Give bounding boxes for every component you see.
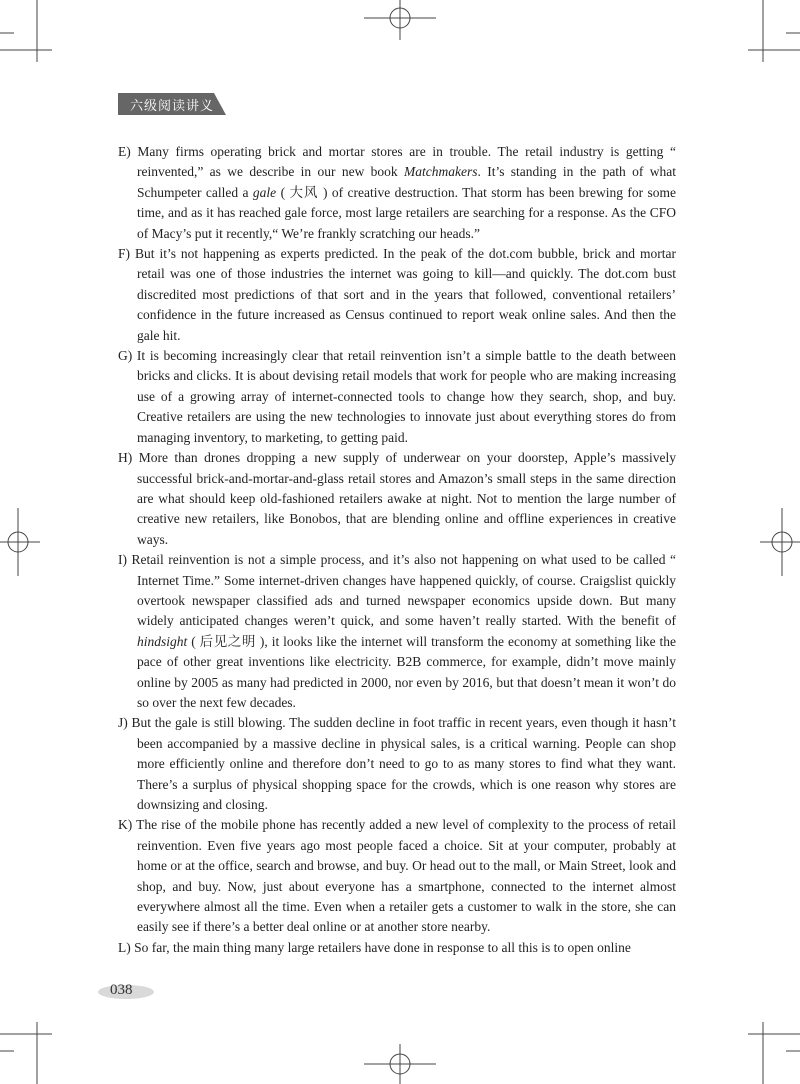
registration-mark-top <box>364 0 436 40</box>
paragraph-j: J) But the gale is still blowing. The sudden decline in foot traffic in recent years, even though it hasn’t been accompanied by a massive decline in physical sales, is a critical warning. People can shop more efficiently online and therefore don’t need to go to as many stores to find what they want. There’s a surplus of physical shopping space for the crowds, which is one reason why stores are downsizing and closing. <box>118 715 676 812</box>
paragraph-g: G) It is becoming increasingly clear that retail reinvention isn’t a simple battle to the death between bricks and clicks. It is about devising retail models that work for people who are making increasing use of a growing array of internet-connected tools to change how they search, shop, and buy. Creative retailers are using the new technologies to innovate just about everything stores do from managing inventory, to marketing, to getting paid. <box>118 348 676 445</box>
registration-mark-right <box>760 508 800 576</box>
paragraph-f: F) But it’s not happening as experts predicted. In the peak of the dot.com bubble, brick and mortar retail was one of those industries the internet was going to kill—and quickly. The dot.com bust discredited most predictions of that sort and in the years that followed, conventional retailers’ confidence in the future increased as Census continued to report weak online sales. And then the gale hit. <box>118 246 676 343</box>
section-title: 六级阅读讲义 <box>130 99 215 114</box>
registration-mark-left <box>0 508 40 576</box>
section-header-tab <box>118 93 226 115</box>
paragraph-e: E) Many firms operating brick and mortar stores are in trouble. The retail industry is getting “ reinvented,” as we describe in our new book Matchmakers. It’s standing in the path of what Schumpeter called a gale ( 大风 ) of creative destruction. That storm has been brewing for some time, and as it has reached gale force, most large retailers are searching for a response. As the CFO of Macy’s put it recently,“ We’re frankly scratching our heads.” <box>118 144 677 241</box>
reading-passage <box>118 142 676 958</box>
paragraph-l: L) So far, the main thing many large retailers have done in response to all this is to open online <box>118 939 631 955</box>
page-number: 038 <box>110 982 133 998</box>
paragraph-i: I) Retail reinvention is not a simple process, and it’s also not happening on what used to be called “ Internet Time.” Some internet-driven changes have happened quickly, of course. Craigslist quickly overtook newspaper classified ads and turned newspaper economics upside down. But many widely anticipated changes weren’t quick, and some haven’t really started. With the benefit of hindsight ( 后见之明 ), it looks like the internet will transform the economy at something like the pace of other great inventions like electricity. B2B commerce, for example, didn’t move mainly online by 2005 as many had predicted in 2000, nor even by 2016, but that doesn’t mean it won’t do so over the next few decades. <box>118 552 676 710</box>
paragraph-k: K) The rise of the mobile phone has recently added a new level of complexity to the process of retail reinvention. Even five years ago most people faced a choice. Sit at your computer, probably at home or at the office, search and browse, and buy. Or head out to the mall, or Main Street, look and shop, and buy. Now, just about everyone has a smartphone, connected to the internet almost everywhere almost all the time. Even when a retailer gets a customer to walk in the store, she can easily see if there’s a better deal online or at another store nearby. <box>118 817 676 935</box>
registration-mark-bottom <box>364 1044 436 1084</box>
paragraph-h: H) More than drones dropping a new supply of underwear on your doorstep, Apple’s massively successful brick-and-mortar-and-glass retail stores and Amazon’s small steps in the same direction are what should keep old-fashioned retailers awake at night. Not to mention the large number of creative new retailers, like Bonobos, that are blending online and offline experiences in creative ways. <box>118 450 676 547</box>
